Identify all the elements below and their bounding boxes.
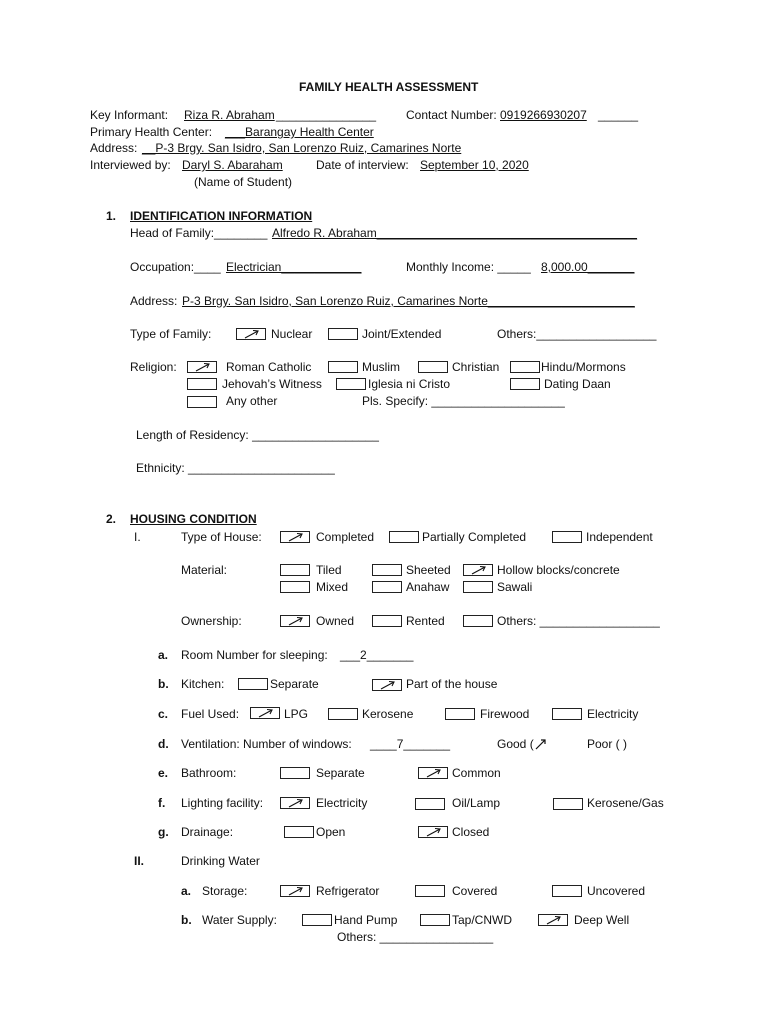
- mixed-checkbox[interactable]: [280, 581, 310, 593]
- room-number-label: Room Number for sleeping:: [181, 648, 328, 662]
- drainage-closed-checkbox[interactable]: [418, 826, 448, 838]
- owned-checkbox[interactable]: [280, 615, 310, 627]
- type-of-family-label: Type of Family:: [130, 327, 212, 341]
- sawali-label: Sawali: [497, 580, 533, 594]
- item-a-letter: a.: [158, 648, 169, 662]
- partially-completed-checkbox[interactable]: [389, 531, 419, 543]
- drainage-open-label: Open: [316, 825, 346, 839]
- uncovered-checkbox[interactable]: [552, 885, 582, 897]
- deep-well-label: Deep Well: [574, 913, 630, 927]
- hindu-mormons-checkbox[interactable]: [510, 361, 540, 373]
- contact-value: 0919266930207: [500, 108, 587, 122]
- religion-specify: Pls. Specify: ____________________: [362, 394, 565, 408]
- roman-catholic-label: Roman Catholic: [226, 360, 312, 374]
- lpg-label: LPG: [284, 707, 309, 721]
- lighting-label: Lighting facility:: [181, 796, 264, 810]
- firewood-label: Firewood: [480, 707, 530, 721]
- bathroom-label: Bathroom:: [181, 766, 237, 780]
- ventilation-label: Ventilation: Number of windows:: [181, 737, 352, 751]
- fuel-electricity-checkbox[interactable]: [552, 708, 582, 720]
- ownership-label: Ownership:: [181, 614, 242, 628]
- mixed-label: Mixed: [316, 580, 349, 594]
- oil-lamp-label: Oil/Lamp: [452, 796, 501, 810]
- contact-blank: ______: [598, 108, 639, 122]
- bathroom-separate-checkbox[interactable]: [280, 767, 310, 779]
- uncovered-label: Uncovered: [587, 884, 646, 898]
- muslim-checkbox[interactable]: [328, 361, 358, 373]
- lpg-checkbox[interactable]: [250, 707, 280, 719]
- completed-checkbox[interactable]: [280, 531, 310, 543]
- ventilation-good: Good (: [497, 737, 534, 751]
- lighting-electricity-checkbox[interactable]: [280, 797, 310, 809]
- interviewed-label: Interviewed by:: [90, 158, 171, 172]
- iglesia-ni-cristo-checkbox[interactable]: [336, 378, 366, 390]
- dating-daan-checkbox[interactable]: [510, 378, 540, 390]
- independent-label: Independent: [586, 530, 653, 544]
- storage-label: Storage:: [202, 884, 248, 898]
- phc-value: ___Barangay Health Center: [225, 125, 374, 139]
- religion-label: Religion:: [130, 360, 177, 374]
- date-label: Date of interview:: [316, 158, 409, 172]
- rented-label: Rented: [406, 614, 445, 628]
- covered-label: Covered: [452, 884, 498, 898]
- item-e-letter: e.: [158, 766, 169, 780]
- bathroom-common-checkbox[interactable]: [418, 767, 448, 779]
- ethnicity: Ethnicity: ______________________: [136, 461, 335, 475]
- section1-number: 1.: [106, 209, 117, 223]
- completed-label: Completed: [316, 530, 375, 544]
- page-title: FAMILY HEALTH ASSESSMENT: [299, 80, 479, 94]
- joint-extended-label: Joint/Extended: [362, 327, 442, 341]
- covered-checkbox[interactable]: [415, 885, 445, 897]
- ownership-others-checkbox[interactable]: [463, 615, 493, 627]
- phc-label: Primary Health Center:: [90, 125, 213, 139]
- date-value: September 10, 2020: [420, 158, 529, 172]
- kitchen-separate-checkbox[interactable]: [238, 678, 268, 690]
- kitchen-part-label: Part of the house: [406, 677, 498, 691]
- anahaw-checkbox[interactable]: [372, 581, 402, 593]
- kitchen-label: Kitchen:: [181, 677, 225, 691]
- nuclear-label: Nuclear: [271, 327, 313, 341]
- bathroom-separate-label: Separate: [316, 766, 365, 780]
- hollow-blocks-label: Hollow blocks/concrete: [497, 563, 620, 577]
- any-other-label: Any other: [226, 394, 278, 408]
- anahaw-label: Anahaw: [406, 580, 450, 594]
- sub2-numeral: II.: [134, 854, 145, 868]
- owned-label: Owned: [316, 614, 355, 628]
- ownership-others: Others: __________________: [497, 614, 660, 628]
- sawali-checkbox[interactable]: [463, 581, 493, 593]
- kerosene-checkbox[interactable]: [328, 708, 358, 720]
- length-of-residency: Length of Residency: ___________________: [136, 428, 379, 442]
- bathroom-common-label: Common: [452, 766, 501, 780]
- kerosene-label: Kerosene: [362, 707, 414, 721]
- interviewed-value: Daryl S. Abaraham: [182, 158, 283, 172]
- sub1-numeral: I.: [134, 530, 141, 544]
- muslim-label: Muslim: [362, 360, 400, 374]
- fuel-label: Fuel Used:: [181, 707, 240, 721]
- occupation-value: Electrician____________: [226, 260, 362, 274]
- room-number-value: ___2_______: [340, 648, 414, 662]
- key-informant-blank: _______________: [276, 108, 377, 122]
- tap-cnwd-label: Tap/CNWD: [452, 913, 513, 927]
- item-g-letter: g.: [158, 825, 169, 839]
- drinking-water-heading: Drinking Water: [181, 854, 260, 868]
- key-informant-value: Riza R. Abraham: [184, 108, 275, 122]
- ventilation-poor: Poor ( ): [587, 737, 628, 751]
- family-address-label: Address:: [130, 294, 178, 308]
- tap-cnwd-checkbox[interactable]: [420, 914, 450, 926]
- christian-label: Christian: [452, 360, 500, 374]
- item-d-letter: d.: [158, 737, 169, 751]
- independent-checkbox[interactable]: [552, 531, 582, 543]
- iglesia-ni-cristo-label: Iglesia ni Cristo: [368, 377, 451, 391]
- hand-pump-checkbox[interactable]: [302, 914, 332, 926]
- nuclear-checkbox[interactable]: [236, 328, 266, 340]
- hindu-mormons-label: Hindu/Mormons: [541, 360, 626, 374]
- refrigerator-label: Refrigerator: [316, 884, 380, 898]
- item-f-letter: f.: [158, 796, 166, 810]
- partially-completed-label: Partially Completed: [422, 530, 527, 544]
- joint-extended-checkbox[interactable]: [328, 328, 358, 340]
- roman-catholic-checkbox[interactable]: [187, 361, 217, 373]
- storage-letter: a.: [181, 884, 192, 898]
- deep-well-checkbox[interactable]: [538, 914, 568, 926]
- kitchen-separate-label: Separate: [270, 677, 319, 691]
- student-note: (Name of Student): [194, 175, 293, 189]
- supply-letter: b.: [181, 913, 192, 927]
- type-others: Others:__________________: [497, 327, 657, 341]
- any-other-checkbox[interactable]: [187, 396, 217, 408]
- item-c-letter: c.: [158, 707, 169, 721]
- lighting-electricity-label: Electricity: [316, 796, 368, 810]
- jehovahs-witness-checkbox[interactable]: [187, 378, 217, 390]
- windows-value: ____7_______: [370, 737, 451, 751]
- item-b-letter: b.: [158, 677, 169, 691]
- good-check-mark-icon: [533, 737, 547, 751]
- contact-label: Contact Number:: [406, 108, 497, 122]
- house-type-label: Type of House:: [181, 530, 262, 544]
- refrigerator-checkbox[interactable]: [280, 885, 310, 897]
- tiled-label: Tiled: [316, 563, 342, 577]
- jehovahs-witness-label: Jehovah’s Witness: [222, 377, 322, 391]
- address-label: Address:: [90, 141, 138, 155]
- kerosene-gas-label: Kerosene/Gas: [587, 796, 664, 810]
- drainage-label: Drainage:: [181, 825, 234, 839]
- dating-daan-label: Dating Daan: [544, 377, 611, 391]
- section2-heading: HOUSING CONDITION: [130, 512, 257, 526]
- drainage-closed-label: Closed: [452, 825, 490, 839]
- sheeted-checkbox[interactable]: [372, 564, 402, 576]
- oil-lamp-checkbox[interactable]: [415, 798, 445, 810]
- section2-number: 2.: [106, 512, 117, 526]
- hand-pump-label: Hand Pump: [334, 913, 398, 927]
- head-of-family-label: Head of Family:________: [130, 226, 268, 240]
- tiled-checkbox[interactable]: [280, 564, 310, 576]
- water-supply-others: Others: _________________: [337, 930, 494, 944]
- christian-checkbox[interactable]: [418, 361, 448, 373]
- kitchen-part-checkbox[interactable]: [372, 679, 402, 691]
- head-of-family-value: Alfredo R. Abraham_______________________________________: [272, 226, 637, 240]
- key-informant-label: Key Informant:: [90, 108, 169, 122]
- material-label: Material:: [181, 563, 228, 577]
- occupation-label: Occupation:____: [130, 260, 221, 274]
- income-value: 8,000.00_______: [541, 260, 635, 274]
- firewood-checkbox[interactable]: [445, 708, 475, 720]
- address-value: __P-3 Brgy. San Isidro, San Lorenzo Ruiz, Camarines Norte: [142, 141, 462, 155]
- sheeted-label: Sheeted: [406, 563, 451, 577]
- fuel-electricity-label: Electricity: [587, 707, 639, 721]
- kerosene-gas-checkbox[interactable]: [553, 798, 583, 810]
- water-supply-label: Water Supply:: [202, 913, 277, 927]
- rented-checkbox[interactable]: [372, 615, 402, 627]
- drainage-open-checkbox[interactable]: [284, 826, 314, 838]
- section1-heading: IDENTIFICATION INFORMATION: [130, 209, 313, 223]
- income-label: Monthly Income: _____: [406, 260, 531, 274]
- hollow-blocks-checkbox[interactable]: [463, 564, 493, 576]
- family-address-value: P-3 Brgy. San Isidro, San Lorenzo Ruiz, Camarines Norte______________________: [182, 294, 635, 308]
